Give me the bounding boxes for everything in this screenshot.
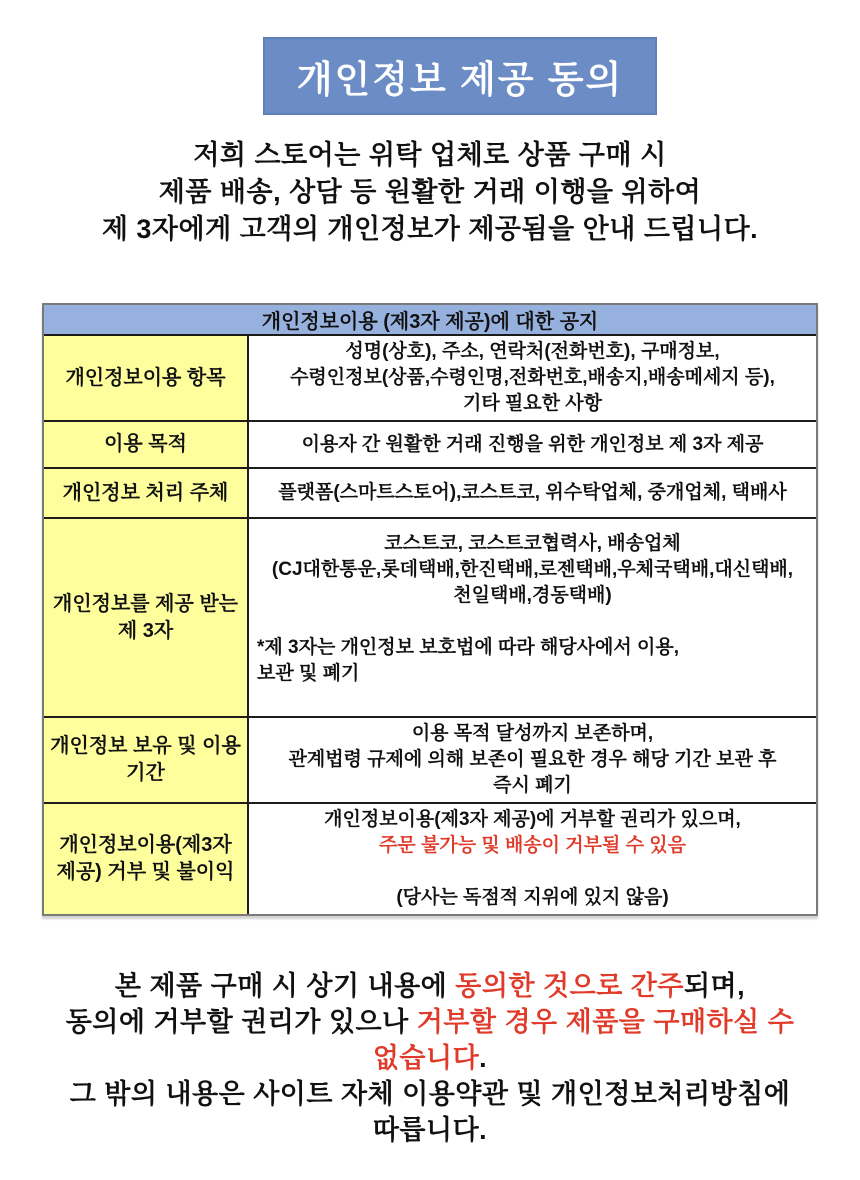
table-body [44,336,816,914]
intro-line: 제 3자에게 고객의 개인정보가 제공됨을 안내 드립니다. [101,214,759,244]
table-header-row [44,305,816,336]
row-label: 개인정보 보유 및 이용 기간 [44,718,249,802]
row-label: 개인정보 처리 주체 [44,469,249,517]
table-row [44,422,816,469]
row-content-line: (CJ대한통운,롯데택배,한진택배,로젠택배,우체국택배,대신택배, [271,559,794,580]
row-content-line: (당사는 독점적 지위에 있지 않음) [396,887,669,908]
row-content-line: 수령인정보(상품,수령인명,전화번호,배송지,배송메세지 등), [290,367,775,388]
row-content-line: 즉시 폐기 [493,775,572,796]
table-row [44,718,816,804]
table-header-text: 개인정보이용 (제3자 제공)에 대한 공지 [261,311,599,333]
footer-text: 동의에 거부할 권리가 있으나 [65,1007,417,1037]
row-content [249,804,816,914]
row-label: 이용 목적 [44,422,249,467]
row-content [249,336,816,420]
privacy-notice-table [42,303,818,916]
row-content-line: 기타 필요한 사항 [462,393,603,414]
row-content-line: 주문 불가능 및 배송이 거부될 수 있음 [379,835,686,856]
consent-title-text: 개인정보 제공 동의 [296,59,624,100]
row-content [249,469,816,517]
row-content [249,519,816,716]
table-row [44,469,816,519]
row-content-line: 천일택배,경동택배) [453,585,612,606]
table-row [44,519,816,718]
footer-paragraph [0,968,860,1148]
row-content [249,422,816,467]
footer-line [0,1076,860,1112]
footer-text: 따릅니다. [372,1115,488,1145]
intro-paragraph [0,137,860,248]
footer-line [0,1004,860,1040]
row-label: 개인정보를 제공 받는 제 3자 [44,519,249,716]
table-row [44,336,816,422]
row-content-line [257,859,808,885]
row-content-line: 이용자 간 원활한 거래 진행을 위한 개인정보 제 3자 제공 [301,433,764,455]
footer-emphasis-text: 동의한 것으로 간주 [455,971,684,1001]
intro-line: 제품 배송, 상담 등 원활한 거래 이행을 위하여 [158,177,702,207]
row-label: 개인정보이용(제3자 제공) 거부 및 불이익 [44,804,249,914]
row-content-line [257,609,808,635]
row-content [249,718,816,802]
row-content-line: 보관 및 폐기 [257,663,360,684]
footer-emphasis-text: 없습니다 [372,1043,480,1073]
row-content-line: 개인정보이용(제3자 제공)에 거부할 권리가 있으며, [324,809,741,830]
footer-text: 되며, [683,971,746,1001]
row-content-line: 관계법령 규제에 의해 보존이 필요한 경우 해당 기간 보관 후 [288,749,777,770]
consent-document-page [0,37,860,1180]
consent-title-banner [263,37,657,115]
row-content-line: 플랫폼(스마트스토어),코스트코, 위수탁업체, 중개업체, 택배사 [278,482,787,503]
row-content-line: 성명(상호), 주소, 연락처(전화번호), 구매정보, [345,341,720,362]
row-label: 개인정보이용 항목 [44,336,249,420]
footer-text: 본 제품 구매 시 상기 내용에 [114,971,456,1001]
intro-line: 저희 스토어는 위탁 업체로 상품 구매 시 [193,140,667,170]
footer-emphasis-text: 거부할 경우 제품을 구매하실 수 [416,1007,795,1037]
footer-text: . [479,1043,488,1073]
row-content-line: 이용 목적 달성까지 보존하며, [411,723,654,744]
footer-text: 그 밖의 내용은 사이트 자체 이용약관 및 개인정보처리방침에 [69,1079,791,1109]
footer-line [0,968,860,1004]
row-content-line: *제 3자는 개인정보 보호법에 따라 해당사에서 이용, [257,637,679,658]
table-row [44,804,816,914]
row-content-line: 코스트코, 코스트코협력사, 배송업체 [384,533,681,554]
footer-line [0,1040,860,1076]
